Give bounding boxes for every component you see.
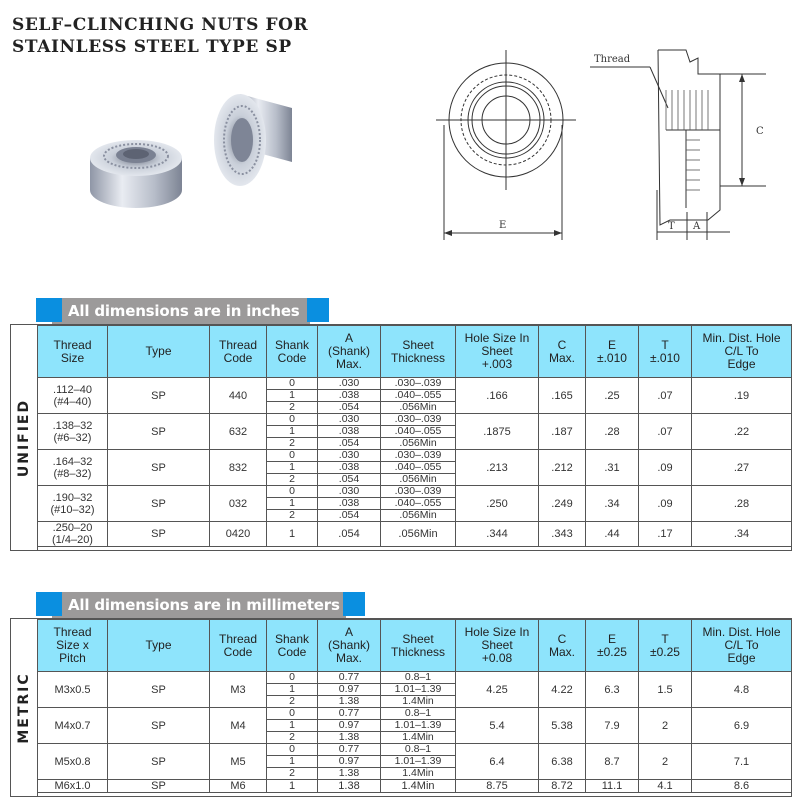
header-line: A <box>344 331 353 345</box>
header-line: ±0.25 <box>597 644 627 659</box>
cell-t-dim: .07 <box>639 378 692 414</box>
header-line: Sheet <box>481 344 513 358</box>
cell-shank-a-max: 1.38 <box>318 696 381 708</box>
cell-t-dim: 2 <box>639 708 692 744</box>
cell-sheet-thickness: 1.01–1.39 <box>381 756 456 768</box>
thread-size-line: M5x0.8 <box>54 755 91 768</box>
cell-shank-a-max: 0.97 <box>318 720 381 732</box>
cell-shank-a-max: 1.38 <box>318 780 381 793</box>
cell-sheet-thickness: .040–.055 <box>381 462 456 474</box>
cell-shank-a-max: .054 <box>318 510 381 522</box>
header-thread-size <box>38 620 108 672</box>
cell-thread-size <box>38 486 108 522</box>
cell-e-dim: .28 <box>586 414 639 450</box>
header-sheet-thickness <box>381 620 456 672</box>
banner-marker-right <box>307 298 329 322</box>
cell-e-dim: 7.9 <box>586 708 639 744</box>
nut-right <box>214 94 292 186</box>
header-type <box>108 620 210 672</box>
thread-size-line: .250–20 <box>52 522 93 534</box>
header-line: Sheet <box>481 638 513 652</box>
banner-marker-left <box>36 298 62 322</box>
header-line: Hole Size In <box>464 331 530 345</box>
dim-t-label: T <box>668 221 675 232</box>
header-e-dim <box>586 620 639 672</box>
header-line: Code <box>223 644 253 659</box>
cell-thread-code: 632 <box>210 414 267 450</box>
cell-min-dist-edge: .19 <box>692 378 792 414</box>
header-line: Size x <box>56 638 89 652</box>
thread-size-line: (#4–40) <box>53 395 92 408</box>
header-line: Max. <box>335 651 362 665</box>
front-view-drawing <box>436 50 586 250</box>
thread-size-line: (#6–32) <box>53 431 92 444</box>
dim-e-label: E <box>499 220 507 231</box>
thread-size-line: (1/4–20) <box>52 534 93 546</box>
cell-thread-code: M3 <box>210 672 267 708</box>
header-line: (Shank) <box>327 344 371 358</box>
header-thread-code <box>210 326 267 378</box>
header-line: ±.010 <box>650 350 680 365</box>
header-line: Max. <box>335 357 362 371</box>
thread-size-line: .190–32 <box>52 491 93 504</box>
cell-type: SP <box>108 378 210 414</box>
header-thread-size <box>38 326 108 378</box>
header-line: Type <box>145 638 172 652</box>
header-line: Code <box>277 644 307 659</box>
cell-hole-size: .166 <box>456 378 539 414</box>
thread-size-line: M4x0.7 <box>54 719 91 732</box>
cell-c-max: .343 <box>539 522 586 547</box>
cell-c-max: 8.72 <box>539 780 586 793</box>
page-title <box>12 14 308 58</box>
cell-hole-size: .344 <box>456 522 539 547</box>
cell-shank-code: 2 <box>267 768 318 780</box>
header-line: Sheet <box>402 337 434 352</box>
header-sheet-thickness <box>381 326 456 378</box>
cell-shank-code: 1 <box>267 684 318 696</box>
cell-type: SP <box>108 450 210 486</box>
cell-thread-size <box>38 450 108 486</box>
dim-a-label: A <box>693 221 701 232</box>
cell-t-dim: 1.5 <box>639 672 692 708</box>
cell-sheet-thickness: .056Min <box>381 522 456 547</box>
cell-sheet-thickness: .056Min <box>381 402 456 414</box>
cell-shank-a-max: .030 <box>318 414 381 426</box>
cell-c-max: .212 <box>539 450 586 486</box>
cell-shank-a-max: .030 <box>318 486 381 498</box>
table-row <box>38 414 792 426</box>
cell-sheet-thickness: .030–.039 <box>381 378 456 390</box>
header-line: Size <box>60 350 85 365</box>
cell-e-dim: .34 <box>586 486 639 522</box>
cell-shank-code: 2 <box>267 510 318 522</box>
thread-callout-label: Thread <box>594 54 631 65</box>
cell-type: SP <box>108 672 210 708</box>
header-row <box>38 326 792 378</box>
header-min-dist-edge <box>692 620 792 672</box>
cell-c-max: .165 <box>539 378 586 414</box>
cell-thread-size <box>38 708 108 744</box>
header-shank-code <box>267 620 318 672</box>
cell-shank-a-max: .038 <box>318 462 381 474</box>
cell-shank-code: 1 <box>267 756 318 768</box>
cell-shank-code: 1 <box>267 780 318 793</box>
cell-e-dim: 8.7 <box>586 744 639 780</box>
cell-thread-code: M6 <box>210 780 267 793</box>
cell-hole-size: .213 <box>456 450 539 486</box>
cell-shank-a-max: .038 <box>318 426 381 438</box>
cell-sheet-thickness: .030–.039 <box>381 486 456 498</box>
header-line: Shank <box>274 631 310 646</box>
cell-shank-code: 1 <box>267 522 318 547</box>
header-line: Min. Dist. Hole <box>702 331 781 345</box>
table-row <box>38 450 792 462</box>
header-min-dist-edge <box>692 326 792 378</box>
cell-sheet-thickness: 1.4Min <box>381 732 456 744</box>
cell-thread-code: 832 <box>210 450 267 486</box>
cell-thread-size <box>38 522 108 547</box>
header-line: Hole Size In <box>464 625 530 639</box>
cell-min-dist-edge: 6.9 <box>692 708 792 744</box>
header-line: ±0.25 <box>650 644 680 659</box>
header-line: C <box>557 631 567 646</box>
header-line: Thread <box>53 337 92 352</box>
table-row <box>38 708 792 720</box>
table-row <box>38 780 792 793</box>
cell-thread-size <box>38 744 108 780</box>
inch-section-banner <box>36 298 329 323</box>
header-t-dim <box>639 620 692 672</box>
cell-type: SP <box>108 780 210 793</box>
header-line: Thread <box>218 337 258 352</box>
header-shank-a-max <box>318 620 381 672</box>
cell-e-dim: .44 <box>586 522 639 547</box>
cell-sheet-thickness: 0.8–1 <box>381 708 456 720</box>
cell-shank-code: 0 <box>267 744 318 756</box>
cell-t-dim: .09 <box>639 450 692 486</box>
cell-thread-code: M5 <box>210 744 267 780</box>
cell-sheet-thickness: .030–.039 <box>381 414 456 426</box>
cell-sheet-thickness: 1.01–1.39 <box>381 720 456 732</box>
thread-size-line: (#8–32) <box>53 467 92 480</box>
inch-banner-label: All dimensions are in inches <box>68 302 300 320</box>
cell-shank-code: 2 <box>267 438 318 450</box>
header-line: Code <box>277 350 307 365</box>
cell-t-dim: 2 <box>639 744 692 780</box>
cell-type: SP <box>108 414 210 450</box>
header-line: Min. Dist. Hole <box>702 625 781 639</box>
cell-sheet-thickness: 1.01–1.39 <box>381 684 456 696</box>
cell-shank-a-max: .054 <box>318 474 381 486</box>
cell-shank-code: 0 <box>267 708 318 720</box>
thread-size-line: M3x0.5 <box>54 683 91 696</box>
header-c-max <box>539 620 586 672</box>
cell-thread-code: 0420 <box>210 522 267 547</box>
cell-sheet-thickness: .030–.039 <box>381 450 456 462</box>
header-row <box>38 620 792 672</box>
cell-c-max: 5.38 <box>539 708 586 744</box>
cell-shank-code: 2 <box>267 402 318 414</box>
cell-shank-code: 1 <box>267 720 318 732</box>
cell-shank-code: 0 <box>267 486 318 498</box>
cell-min-dist-edge: 7.1 <box>692 744 792 780</box>
cell-min-dist-edge: 4.8 <box>692 672 792 708</box>
header-line: (Shank) <box>327 638 371 652</box>
cell-type: SP <box>108 486 210 522</box>
header-line: E <box>607 631 616 646</box>
cell-shank-a-max: .030 <box>318 378 381 390</box>
inch-table-container <box>10 324 792 551</box>
header-line: Max. <box>548 350 575 365</box>
cell-shank-code: 2 <box>267 732 318 744</box>
metric-banner-label: All dimensions are in millimeters <box>68 596 340 614</box>
cell-shank-code: 1 <box>267 462 318 474</box>
cell-sheet-thickness: .056Min <box>381 510 456 522</box>
product-photo <box>80 80 310 230</box>
cell-min-dist-edge: .22 <box>692 414 792 450</box>
cell-shank-code: 0 <box>267 450 318 462</box>
header-line: E <box>607 337 616 352</box>
header-line: Thickness <box>390 350 446 365</box>
thread-size-line: (#10–32) <box>50 503 95 516</box>
cell-shank-a-max: 0.77 <box>318 744 381 756</box>
metric-label: METRIC <box>16 671 32 744</box>
header-e-dim <box>586 326 639 378</box>
header-line: C <box>557 337 567 352</box>
banner-marker-left <box>36 592 62 616</box>
header-line: +0.08 <box>481 651 513 665</box>
cell-sheet-thickness: 1.4Min <box>381 768 456 780</box>
cell-thread-code: 032 <box>210 486 267 522</box>
cell-thread-size <box>38 414 108 450</box>
header-thread-code <box>210 620 267 672</box>
header-type <box>108 326 210 378</box>
cell-shank-a-max: .038 <box>318 390 381 402</box>
cell-c-max: 6.38 <box>539 744 586 780</box>
table-row <box>38 744 792 756</box>
header-hole-size <box>456 326 539 378</box>
header-line: C/L To <box>724 638 759 652</box>
thread-size-line: .164–32 <box>52 455 93 468</box>
cell-e-dim: 11.1 <box>586 780 639 793</box>
cell-shank-a-max: 0.97 <box>318 684 381 696</box>
cell-shank-a-max: .038 <box>318 498 381 510</box>
header-line: ±.010 <box>597 350 627 365</box>
header-line: T <box>661 337 669 352</box>
cell-e-dim: .31 <box>586 450 639 486</box>
cell-thread-code: M4 <box>210 708 267 744</box>
cell-thread-size <box>38 780 108 793</box>
header-shank-code <box>267 326 318 378</box>
cell-min-dist-edge: .27 <box>692 450 792 486</box>
cell-shank-code: 2 <box>267 696 318 708</box>
cell-thread-code: 440 <box>210 378 267 414</box>
cell-shank-a-max: 0.77 <box>318 672 381 684</box>
cell-sheet-thickness: 1.4Min <box>381 696 456 708</box>
cell-sheet-thickness: .040–.055 <box>381 390 456 402</box>
table-row <box>38 672 792 684</box>
metric-section-banner <box>36 592 366 617</box>
cell-t-dim: .17 <box>639 522 692 547</box>
header-line: Pitch <box>59 651 86 665</box>
header-line: Sheet <box>402 631 434 646</box>
thread-size-line: .112–40 <box>53 383 92 396</box>
metric-table-container <box>10 618 792 797</box>
cell-shank-code: 0 <box>267 414 318 426</box>
header-line: Shank <box>274 337 310 352</box>
thread-size-line: M6x1.0 <box>54 780 91 792</box>
header-line: T <box>661 631 669 646</box>
cell-type: SP <box>108 744 210 780</box>
header-line: Max. <box>548 644 575 659</box>
metric-dimensions-table <box>37 619 792 793</box>
cell-shank-code: 2 <box>267 474 318 486</box>
dim-c-label: C <box>756 126 764 137</box>
nut-left <box>90 140 182 208</box>
cell-sheet-thickness: 1.4Min <box>381 780 456 793</box>
cell-sheet-thickness: .040–.055 <box>381 498 456 510</box>
inch-dimensions-table <box>37 325 792 547</box>
header-line: Edge <box>727 357 756 371</box>
header-line: Thickness <box>390 644 446 659</box>
cell-shank-a-max: 1.38 <box>318 768 381 780</box>
cell-shank-code: 1 <box>267 426 318 438</box>
cell-shank-a-max: 0.77 <box>318 708 381 720</box>
cell-hole-size: 6.4 <box>456 744 539 780</box>
cell-min-dist-edge: 8.6 <box>692 780 792 793</box>
cell-type: SP <box>108 708 210 744</box>
cell-shank-code: 0 <box>267 672 318 684</box>
cell-hole-size: .250 <box>456 486 539 522</box>
header-line: Thread <box>218 631 258 646</box>
cell-e-dim: 6.3 <box>586 672 639 708</box>
cell-c-max: .187 <box>539 414 586 450</box>
cell-sheet-thickness: .056Min <box>381 438 456 450</box>
cell-hole-size: 8.75 <box>456 780 539 793</box>
cell-min-dist-edge: .34 <box>692 522 792 547</box>
header-hole-size <box>456 620 539 672</box>
header-line: C/L To <box>724 344 759 358</box>
header-line: Thread <box>53 625 92 639</box>
cell-t-dim: .09 <box>639 486 692 522</box>
cell-min-dist-edge: .28 <box>692 486 792 522</box>
header-line: Edge <box>727 651 756 665</box>
title-line-1: SELF–CLINCHING NUTS FOR <box>12 15 309 35</box>
cell-t-dim: .07 <box>639 414 692 450</box>
cell-hole-size: .1875 <box>456 414 539 450</box>
cell-e-dim: .25 <box>586 378 639 414</box>
cell-shank-a-max: .054 <box>318 438 381 450</box>
header-line: Type <box>145 344 172 358</box>
cell-shank-code: 0 <box>267 378 318 390</box>
side-view-drawing <box>590 40 800 250</box>
header-line: Code <box>223 350 253 365</box>
cell-type: SP <box>108 522 210 547</box>
header-line: A <box>344 625 353 639</box>
cell-shank-a-max: 1.38 <box>318 732 381 744</box>
cell-shank-code: 1 <box>267 498 318 510</box>
header-line: +.003 <box>481 357 513 371</box>
inch-side-label <box>11 325 38 550</box>
metric-side-label <box>11 619 38 796</box>
thread-size-line: .138–32 <box>52 419 93 432</box>
cell-shank-a-max: .054 <box>318 522 381 547</box>
title-line-2: STAINLESS STEEL TYPE SP <box>12 37 292 57</box>
cell-sheet-thickness: 0.8–1 <box>381 672 456 684</box>
cell-shank-a-max: 0.97 <box>318 756 381 768</box>
cell-thread-size <box>38 672 108 708</box>
cell-t-dim: 4.1 <box>639 780 692 793</box>
cell-sheet-thickness: 0.8–1 <box>381 744 456 756</box>
table-row <box>38 378 792 390</box>
cell-sheet-thickness: .040–.055 <box>381 426 456 438</box>
header-c-max <box>539 326 586 378</box>
cell-thread-size <box>38 378 108 414</box>
cell-hole-size: 5.4 <box>456 708 539 744</box>
cell-sheet-thickness: .056Min <box>381 474 456 486</box>
header-shank-a-max <box>318 326 381 378</box>
banner-marker-right <box>343 592 365 616</box>
cell-shank-a-max: .054 <box>318 402 381 414</box>
table-row <box>38 486 792 498</box>
cell-shank-code: 1 <box>267 390 318 402</box>
unified-label: UNIFIED <box>16 398 32 477</box>
cell-c-max: 4.22 <box>539 672 586 708</box>
table-row <box>38 522 792 547</box>
cell-hole-size: 4.25 <box>456 672 539 708</box>
header-t-dim <box>639 326 692 378</box>
cell-c-max: .249 <box>539 486 586 522</box>
cell-shank-a-max: .030 <box>318 450 381 462</box>
